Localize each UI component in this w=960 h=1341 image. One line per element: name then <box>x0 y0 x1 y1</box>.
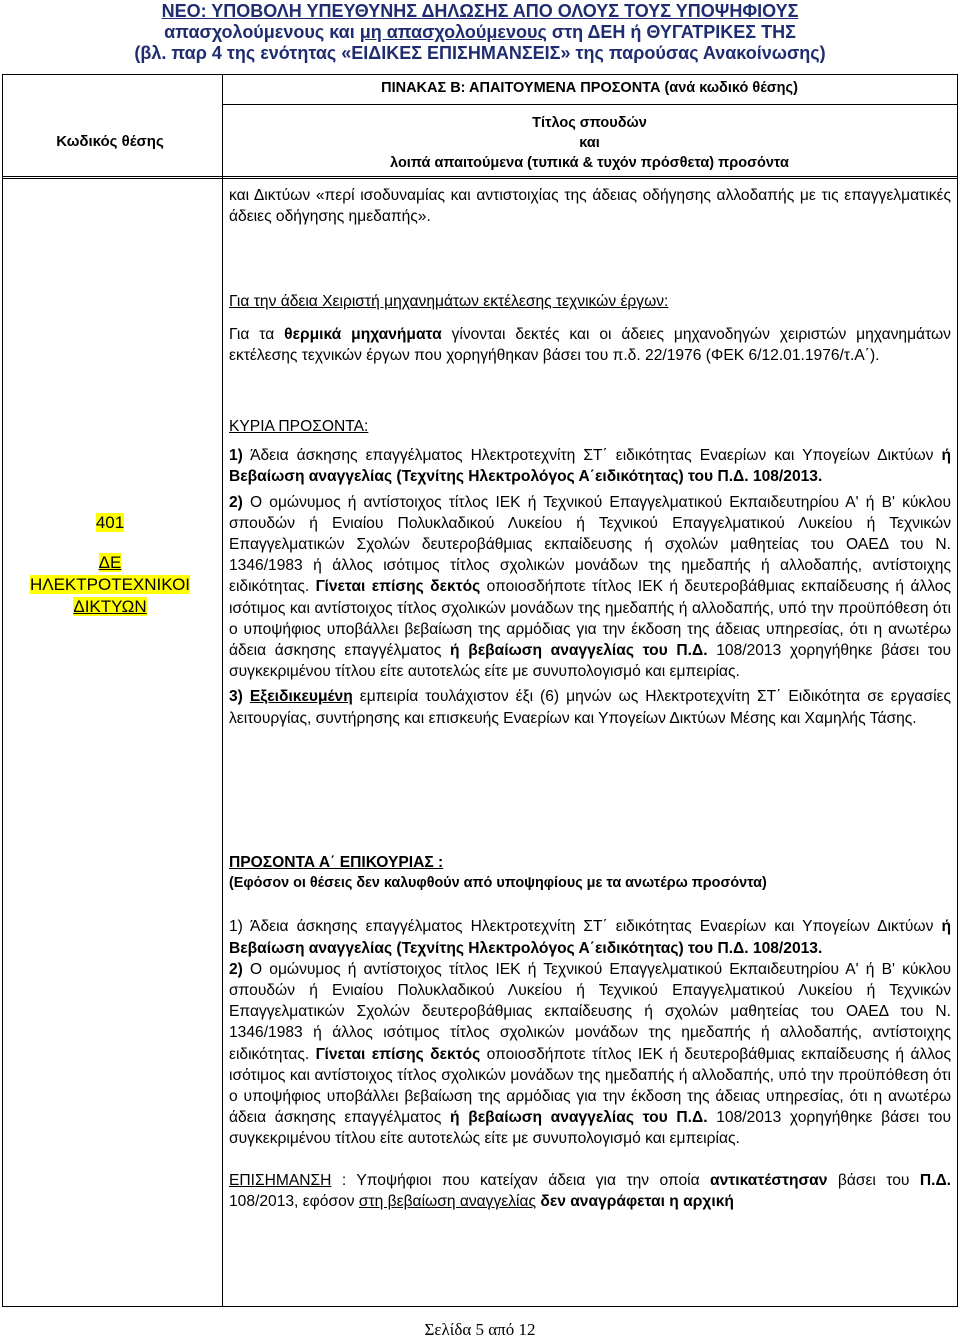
operator-heading: Για την άδεια Χειριστή μηχανημάτων εκτέλεσης τεχνικών έργων: <box>229 293 669 310</box>
page-number: Σελίδα 5 από 12 <box>424 1320 536 1339</box>
operator-section <box>229 291 951 367</box>
col-header-code: Κωδικός θέσης <box>56 133 164 150</box>
aux-subheading: (Εφόσον οι θέσεις δεν καλυφθούν από υποψηφίους με τα ανωτέρω προσόντα) <box>229 875 767 892</box>
table-title: ΠΙΝΑΚΑΣ Β: ΑΠΑΙΤΟΥΜΕΝΑ ΠΡΟΣΟΝΤΑ (ανά κωδικό θέσης) <box>381 80 798 96</box>
position-code: 401 <box>95 513 125 532</box>
main-item-3: 3) Εξειδικευμένη εμπειρία τουλάχιστον έξι (6) μηνών ως Ηλεκτροτεχνίτη ΣΤ΄ Ειδικότητα σε εργασίες λειτουργίας, συντήρησης και επισκευής Εναερίων και Υπογείων Δικτύων Μέσης και Χαμηλής Τάσης. <box>229 688 951 727</box>
intro-paragraph: και Δικτύων «περί ισοδυναμίας και αντιστοιχίας της άδειας οδήγησης αλλοδαπής με τις επαγγελματικές άδειες οδήγησης ημεδαπής». <box>229 187 951 226</box>
main-item-2: 2) Ο ομώνυμος ή αντίστοιχος τίτλος ΙΕΚ ή Τεχνικού Επαγγελματικού Εκπαιδευτηρίου Α' ή Β' κύκλου σπουδών ή Ενιαίου Πολυκλαδικού Λυκείου ή Τεχνικού Επαγγελματικού Λυκείου ή Τεχνικών Επαγγελματικών Σχολών δευτεροβάθμιας εκπαίδευσης ή σχολών μαθητείας του ΟΑΕΔ του Ν. 1346/1983 ή άλλος ισότιμος τίτλος σχολικών μονάδων της ημεδαπής ή αλλοδαπής, αντίστοιχης ειδικότητας. Γίνεται επίσης δεκτός οποιοσδήποτε τίτλος ΙΕΚ ή δευτεροβάθμιας εκπαίδευσης ή άλλος ισότιμος και αντίστοιχος τίτλος σχολικών μονάδων της ημεδαπής ή αλλοδαπής, υπό την προϋπόθεση ότι ο υποψήφιος υποβάλλει βεβαίωση της αρμόδιας για την έκδοση της άδειας υπηρεσίας, ότι η ανωτέρω άδεια άσκησης επαγγέλματος ή βεβαίωση αναγγελίας του Π.Δ. 108/2013 χορηγήθηκε βάσει του συγκεκριμένου τίτλου είτε αυτοτελώς είτε με συνυπολογισμό και εμπειρίας. <box>229 493 951 681</box>
main-qualifications <box>229 416 951 729</box>
aux-item-1: 1) Άδεια άσκησης επαγγέλματος Ηλεκτροτεχνίτη ΣΤ΄ ειδικότητας Εναερίων και Υπογείων Δικτύων ή Βεβαίωση αναγγελίας (Τεχνίτης Ηλεκτρολόγος Α΄ειδικότητας) του Π.Δ. 108/2013. <box>229 918 951 957</box>
header-line-2: απασχολούμενους και μη απασχολούμενους στη ΔΕΗ ή ΘΥΓΑΤΡΙΚΕΣ ΤΗΣ <box>164 22 796 42</box>
header-line-3: (βλ. παρ 4 της ενότητας «ΕΙΔΙΚΕΣ ΕΠΙΣΗΜΑΝΣΕΙΣ» της παρούσας Ανακοίνωσης) <box>134 43 826 63</box>
position-category: ΔΕ <box>98 553 122 572</box>
page-header <box>0 0 960 74</box>
main-item-1: 1) Άδεια άσκησης επαγγέλματος Ηλεκτροτεχνίτη ΣΤ΄ ειδικότητας Εναερίων και Υπογείων Δικτύων ή Βεβαίωση αναγγελίας (Τεχνίτης Ηλεκτρολόγος Α΄ειδικότητας) του Π.Δ. 108/2013. <box>229 447 951 486</box>
auxiliary-qualifications <box>229 852 951 1212</box>
note-paragraph: ΕΠΙΣΗΜΑΝΣΗ : Υποψήφιοι που κατείχαν άδεια για την οποία αντικατέστησαν βάσει του Π.Δ. 108/2013, εφόσον στη βεβαίωση αναγγελίας δεν αναγράφεται η αρχική <box>229 1171 951 1210</box>
operator-text: Για τα θερμικά μηχανήματα γίνονται δεκτές και οι άδειες μηχανοδηγών χειριστών μηχανημάτων εκτέλεσης τεχνικών έργων που χορηγήθηκαν βάσει του π.δ. 22/1976 (ΦΕΚ 6/12.01.1976/τ.Α΄). <box>229 326 951 365</box>
main-heading: ΚΥΡΙΑ ΠΡΟΣΟΝΤΑ: <box>229 418 369 435</box>
header-line-1: ΝΕΟ: ΥΠΟΒΟΛΗ ΥΠΕΥΘΥΝΗΣ ΔΗΛΩΣΗΣ ΑΠΟ ΟΛΟΥΣ ΤΟΥΣ ΥΠΟΨΗΦΙΟΥΣ <box>161 1 799 21</box>
position-title-1: ΗΛΕΚΤΡΟΤΕΧΝΙΚΟΙ <box>29 575 191 594</box>
aux-heading: ΠΡΟΣΟΝΤΑ Α΄ ΕΠΙΚΟΥΡΙΑΣ : <box>229 854 444 871</box>
position-cell <box>0 512 220 618</box>
col-header-qualifications: Τίτλος σπουδών και λοιπά απαιτούμενα (τυπικά & τυχόν πρόσθετα) προσόντα <box>390 115 789 171</box>
position-title-2: ΔΙΚΤΥΩΝ <box>73 597 147 616</box>
aux-item-2: 2) Ο ομώνυμος ή αντίστοιχος τίτλος ΙΕΚ ή Τεχνικού Επαγγελματικού Εκπαιδευτηρίου Α' ή Β' κύκλου σπουδών ή Ενιαίου Πολυκλαδικού Λυκείου ή Τεχνικού Επαγγελματικού Λυκείου ή Τεχνικών Επαγγελματικών Σχολών δευτεροβάθμιας εκπαίδευσης ή σχολών μαθητείας του ΟΑΕΔ του Ν. 1346/1983 ή άλλος ισότιμος τίτλος σχολικών μονάδων της ημεδαπής ή αλλοδαπής, αντίστοιχης ειδικότητας. Γίνεται επίσης δεκτός οποιοσδήποτε τίτλος ΙΕΚ ή δευτεροβάθμιας εκπαίδευσης ή άλλος ισότιμος και αντίστοιχος τίτλος σχολικών μονάδων της ημεδαπής ή αλλοδαπής, υπό την προϋπόθεση ότι ο υποψήφιος υποβάλλει βεβαίωση της αρμόδιας για την έκδοση της άδειας υπηρεσίας, ότι η ανωτέρω άδεια άσκησης επαγγέλματος ή βεβαίωση αναγγελίας του Π.Δ. 108/2013 χορηγήθηκε βάσει του συγκεκριμένου τίτλου είτε αυτοτελώς είτε με συνυπολογισμό και εμπειρίας. <box>229 960 951 1148</box>
